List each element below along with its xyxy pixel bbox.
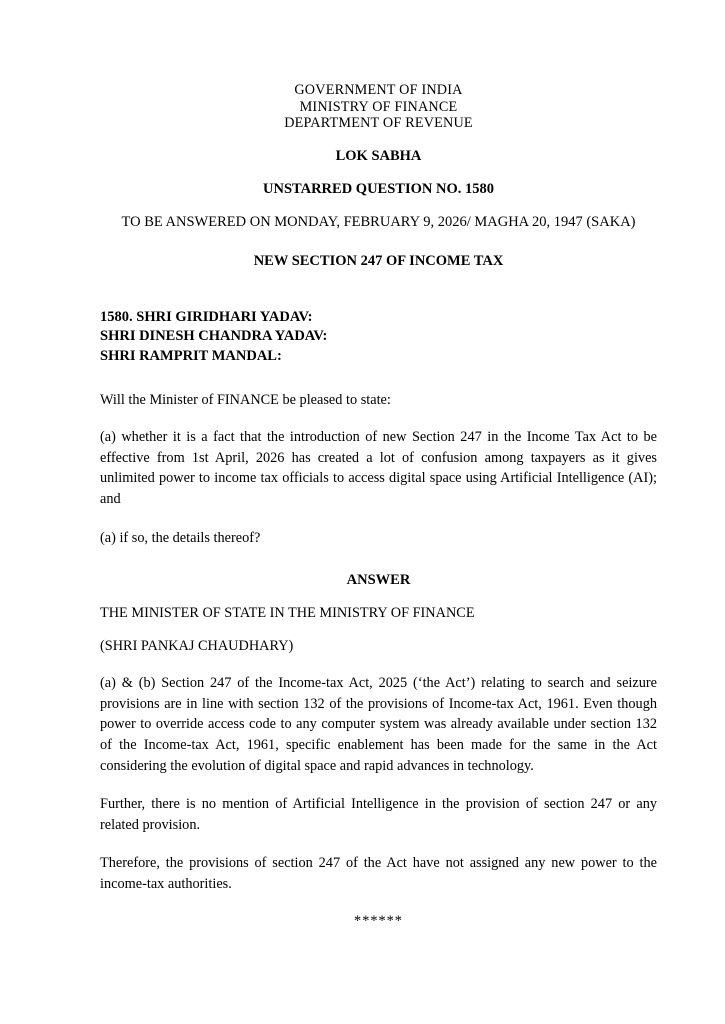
minister-title: THE MINISTER OF STATE IN THE MINISTRY OF FINANCE (100, 605, 475, 622)
answer-paragraph-2: Further, there is no mention of Artificial Intelligence in the provision of section 247 or any related provision. (100, 796, 657, 833)
answer-paragraph-1: (a) & (b) Section 247 of the Income-tax Act, 2025 (‘the Act’) relating to search and seizure provisions are in line with section 132 of the provisions of Income-tax Act, 1961. Even though power to override access code to any computer system was already available under section 132 of the Income-tax Act, 1961, specific enablement has been made for the same in the Act considering the evolution of digital space and rapid advances in technology. (100, 675, 657, 774)
government-header (100, 82, 657, 132)
question-lead: Will the Minister of FINANCE be pleased to state: (100, 392, 391, 409)
house-name: LOK SABHA (335, 147, 422, 164)
asker-line-2: SHRI DINESH CHANDRA YADAV: (100, 328, 328, 345)
question-part-b: (a) if so, the details thereof? (100, 529, 261, 546)
answer-heading: ANSWER (346, 572, 411, 589)
end-marker: ****** (354, 912, 403, 929)
question-part-a: (a) whether it is a fact that the introduction of new Section 247 in the Income Tax Act to be effective from 1st April, 2026 has created a lot of confusion among taxpayers as it gives unlimited power to income tax officials to access digital space using Artificial Intelligence (AI); and (100, 429, 657, 508)
minister-name: (SHRI PANKAJ CHAUDHARY) (100, 638, 294, 655)
question-subject: NEW SECTION 247 OF INCOME TAX (253, 252, 504, 269)
question-number: UNSTARRED QUESTION NO. 1580 (263, 180, 494, 197)
asker-line-1: 1580. SHRI GIRIDHARI YADAV: (100, 308, 313, 325)
header-line-department: DEPARTMENT OF REVENUE (284, 115, 473, 132)
answer-date: TO BE ANSWERED ON MONDAY, FEBRUARY 9, 2026/ MAGHA 20, 1947 (SAKA) (121, 213, 636, 230)
answer-paragraph-3: Therefore, the provisions of section 247 of the Act have not assigned any new power to the income-tax authorities. (100, 855, 657, 892)
header-line-ministry: MINISTRY OF FINANCE (299, 98, 458, 115)
header-line-government: GOVERNMENT OF INDIA (294, 82, 463, 98)
asker-line-3: SHRI RAMPRIT MANDAL: (100, 347, 282, 364)
asker-list (100, 308, 657, 367)
